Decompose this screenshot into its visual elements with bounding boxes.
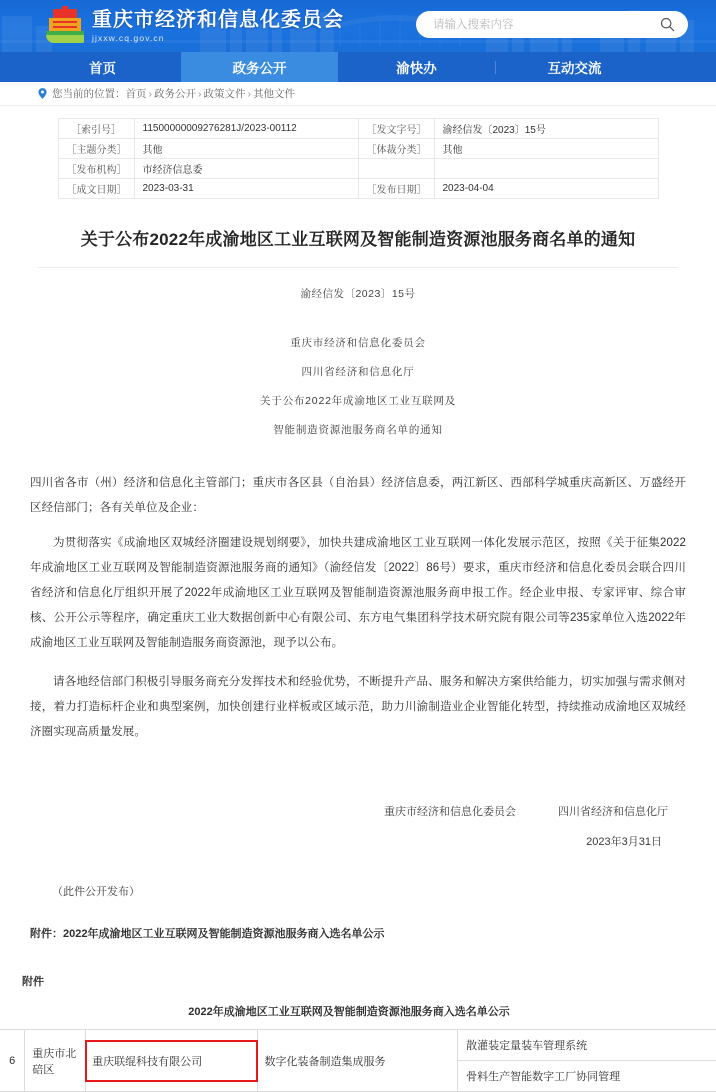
cell-row-number: 6 [0,1030,25,1092]
document-metadata-table [58,118,659,199]
meta-value: 渝经信发〔2023〕15号 [434,119,658,139]
table-row [58,179,658,199]
issuer-line-2: 关于公布2022年成渝地区工业互联网及 [259,395,457,407]
title-divider [38,267,678,268]
signer-chongqing: 重庆市经济和信息化委员会 [384,806,516,818]
meta-key [358,159,434,179]
breadcrumb-separator: › [247,87,251,100]
breadcrumb-separator: › [198,87,202,100]
meta-key: ［发文字号］ [358,119,434,139]
issuer-line-0: 重庆市经济和信息化委员会 [290,337,426,349]
nav-item-interaction[interactable] [496,52,653,82]
cell-service: 数字化装备制造集成服务 [257,1030,458,1092]
attachment-keyword: 附件 [22,976,44,988]
table-row [58,119,658,139]
meta-key: ［主题分类］ [58,139,134,159]
issuer-heading-block [30,329,686,445]
signature-date: 2023年3月31日 [586,836,662,848]
publish-note: （此件公开发布） [52,886,140,898]
nav-label: 首页 [89,61,116,76]
attachment-reference: 附件：2022年成渝地区工业互联网及智能制造资源池服务商入选名单公示 [30,928,385,940]
breadcrumb [0,82,716,106]
issuer-line-1: 四川省经济和信息化厅 [301,366,415,378]
table-row [0,1030,716,1092]
signature-block [30,803,686,819]
site-header [0,0,716,52]
product-item: 骨料生产智能数字工厂协同管理 [466,1071,621,1083]
meta-key: ［索引号］ [58,119,134,139]
nav-item-government-affairs[interactable] [181,52,338,82]
signer-sichuan: 四川省经济和信息化厅 [558,806,668,818]
breadcrumb-item-0[interactable]: 首页 [125,88,147,100]
meta-value: 2023-04-04 [434,179,658,199]
cell-products [458,1030,716,1092]
cell-region: 重庆市北碚区 [25,1030,86,1092]
meta-value [434,159,658,179]
breadcrumb-item-1[interactable]: 政务公开 [154,88,196,100]
meta-value: 市经济信息委 [134,159,358,179]
attachment-table [0,1029,716,1092]
nav-item-yukuaiban[interactable] [338,52,495,82]
meta-key: ［体裁分类］ [358,139,434,159]
meta-key: ［成文日期］ [58,179,134,199]
cell-company [86,1030,257,1092]
document-number: 渝经信发〔2023〕15号 [300,288,416,300]
main-navigation[interactable] [0,52,716,82]
site-domain: jjxxw.cq.gov.cn [92,33,165,43]
search-box[interactable] [416,11,688,38]
meta-key: ［发布日期］ [358,179,434,199]
search-input[interactable] [431,18,658,32]
nav-label: 政务公开 [232,61,287,76]
breadcrumb-item-2[interactable]: 政策文件 [203,88,246,100]
location-pin-icon [38,88,47,99]
body-paragraph-main: 为贯彻落实《成渝地区双城经济圈建设规划纲要》，加快共建成渝地区工业互联网一体化发展示范区，按照《关于征集2022年成渝地区工业互联网及智能制造资源池服务商的通知》（渝经信发〔2022〕86号）要求，重庆市经济和信息化委员会联合四川省经济和信息化厅组织开展了2022年成渝地区工业互联网及智能制造资源池服务商申报工作。经企业申报、专家评审、综合审核、公开公示等程序，确定重庆工业大数据创新中心有限公司、东方电气集团科学技术研究院有限公司等235家单位入选2022年成渝地区工业互联网及智能制造服务商资源池，现予以公布。 [30,537,686,649]
product-item: 散灌装定量装车管理系统 [458,1030,716,1061]
attachment-caption: 2022年成渝地区工业互联网及智能制造资源池服务商入选名单公示 [188,1006,510,1018]
table-row [58,139,658,159]
recipients-paragraph: 四川省各市（州）经济和信息化主管部门；重庆市各区县（自治县）经济信息委，两江新区、西部科学城重庆高新区、万盛经开区经信部门；各有关单位及企业： [30,477,686,514]
meta-value: 其他 [434,139,658,159]
breadcrumb-item-3[interactable]: 其他文件 [253,88,295,100]
table-row [58,159,658,179]
document-container [0,118,716,941]
brand-block [92,9,344,43]
nav-label: 渝快办 [396,61,437,76]
breadcrumb-label: 您当前的位置： [52,88,126,100]
body-paragraph-request: 请各地经信部门积极引导服务商充分发挥技术和经验优势，不断提升产品、服务和解决方案供给能力，切实加强与需求侧对接，着力打造标杆企业和典型案例，加快创建行业样板或区域示范，助力川渝制造业企业智能化转型，持续推动成渝地区双城经济圈实现高质量发展。 [30,676,686,738]
nav-label: 互动交流 [547,61,602,76]
issuer-line-3: 智能制造资源池服务商名单的通知 [273,424,443,436]
meta-value: 2023-03-31 [134,179,358,199]
breadcrumb-separator: › [148,87,152,100]
search-icon[interactable] [658,16,676,34]
meta-key: ［发布机构］ [58,159,134,179]
highlighted-company-name: 重庆联绲科技有限公司 [86,1041,256,1081]
meta-value: 其他 [134,139,358,159]
site-title: 重庆市经济和信息化委员会 [92,9,344,31]
nav-item-home[interactable] [24,52,181,82]
page-title: 关于公布2022年成渝地区工业互联网及智能制造资源池服务商名单的通知 [80,230,636,249]
meta-value: 11500000009276281J/2023-00112 [134,119,358,139]
attachment-section [0,973,716,1092]
chongqing-gate-logo-icon [46,8,84,44]
